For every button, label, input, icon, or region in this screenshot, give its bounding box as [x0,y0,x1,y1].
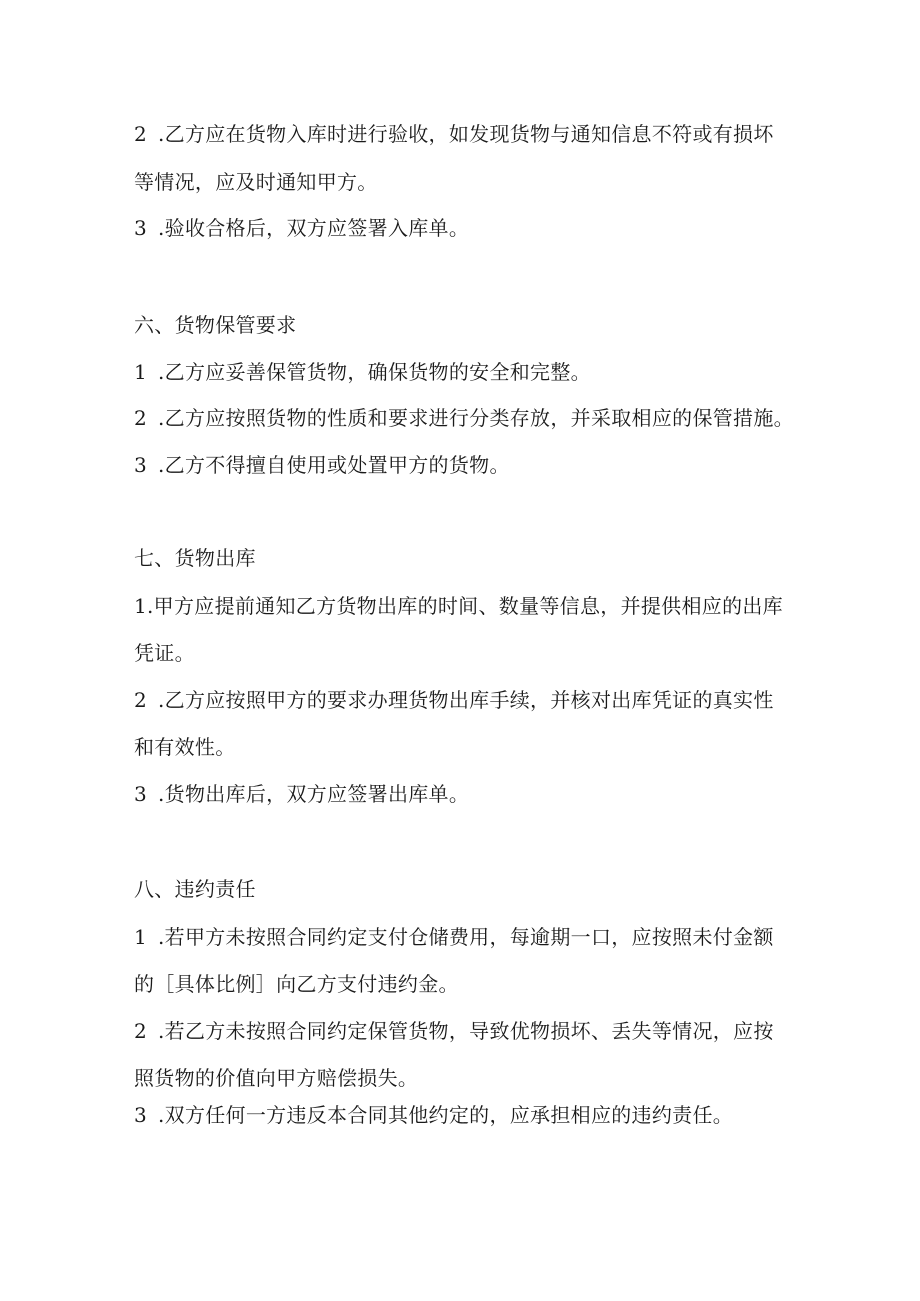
intake-item-2 [134,122,774,146]
heading-text: 八、违约责任 [134,877,256,901]
item-number: 2 [134,1019,148,1043]
item-text: .验收合格后，双方应签署入库单。 [158,216,470,240]
intake-item-2-continued [134,170,378,194]
item-text-continued: 的［具体比例］向乙方支付违约金。 [134,972,459,996]
outbound-item-1-continued [134,641,195,665]
section-heading-outbound [134,546,256,570]
item-number: 3 [134,782,148,806]
storage-item-1 [134,360,591,384]
section-heading-liability [134,877,256,901]
item-number: 2 [134,406,148,430]
item-text-continued: 照货物的价值向甲方赔偿损失。 [134,1066,419,1090]
liability-item-2-continued [134,1066,418,1090]
item-text-continued: 凭证。 [134,641,195,665]
item-number: 2 [134,688,148,712]
item-number: 1 [134,360,148,384]
intake-item-3 [134,216,469,240]
item-text: .若甲方未按照合同约定支付仓储费用，每逾期一口，应按照未付金额 [158,925,774,949]
outbound-item-2 [134,688,774,712]
item-number: 3 [134,1103,148,1127]
item-number: 1 [134,925,148,949]
liability-item-1 [134,925,774,949]
liability-item-1-continued [134,972,459,996]
outbound-item-1 [134,594,783,618]
outbound-item-2-continued [134,735,236,759]
item-text: .乙方应在货物入库时进行验收，如发现货物与通知信息不符或有损坏 [158,122,774,146]
item-text: .乙方应妥善保管货物，确保货物的安全和完整。 [158,360,591,384]
section-heading-storage [134,313,296,337]
liability-item-3 [134,1103,733,1127]
liability-item-2 [134,1019,774,1043]
heading-text: 七、货物出库 [134,546,256,570]
item-text: .双方任何一方违反本合同其他约定的，应承担相应的违约责任。 [158,1103,734,1127]
item-text: 1.甲方应提前通知乙方货物出库的时间、数量等信息，并提供相应的出库 [134,594,783,618]
item-text-continued: 等情况，应及时通知甲方。 [134,170,378,194]
item-text: .货物出库后，双方应签署出库单。 [158,782,470,806]
item-text: .乙方不得擅自使用或处置甲方的货物。 [158,453,510,477]
item-number: 3 [134,453,148,477]
storage-item-2 [134,406,794,430]
item-text-continued: 和有效性。 [134,735,236,759]
item-text: .若乙方未按照合同约定保管货物，导致优物损坏、丢失等情况，应按 [158,1019,774,1043]
heading-text: 六、货物保管要求 [134,313,297,337]
item-number: 3 [134,216,148,240]
item-number: 2 [134,122,148,146]
storage-item-3 [134,453,510,477]
item-text: .乙方应按照货物的性质和要求进行分类存放，并采取相应的保管措施。 [158,406,794,430]
outbound-item-3 [134,782,469,806]
item-text: .乙方应按照甲方的要求办理货物出库手续，并核对出库凭证的真实性 [158,688,774,712]
